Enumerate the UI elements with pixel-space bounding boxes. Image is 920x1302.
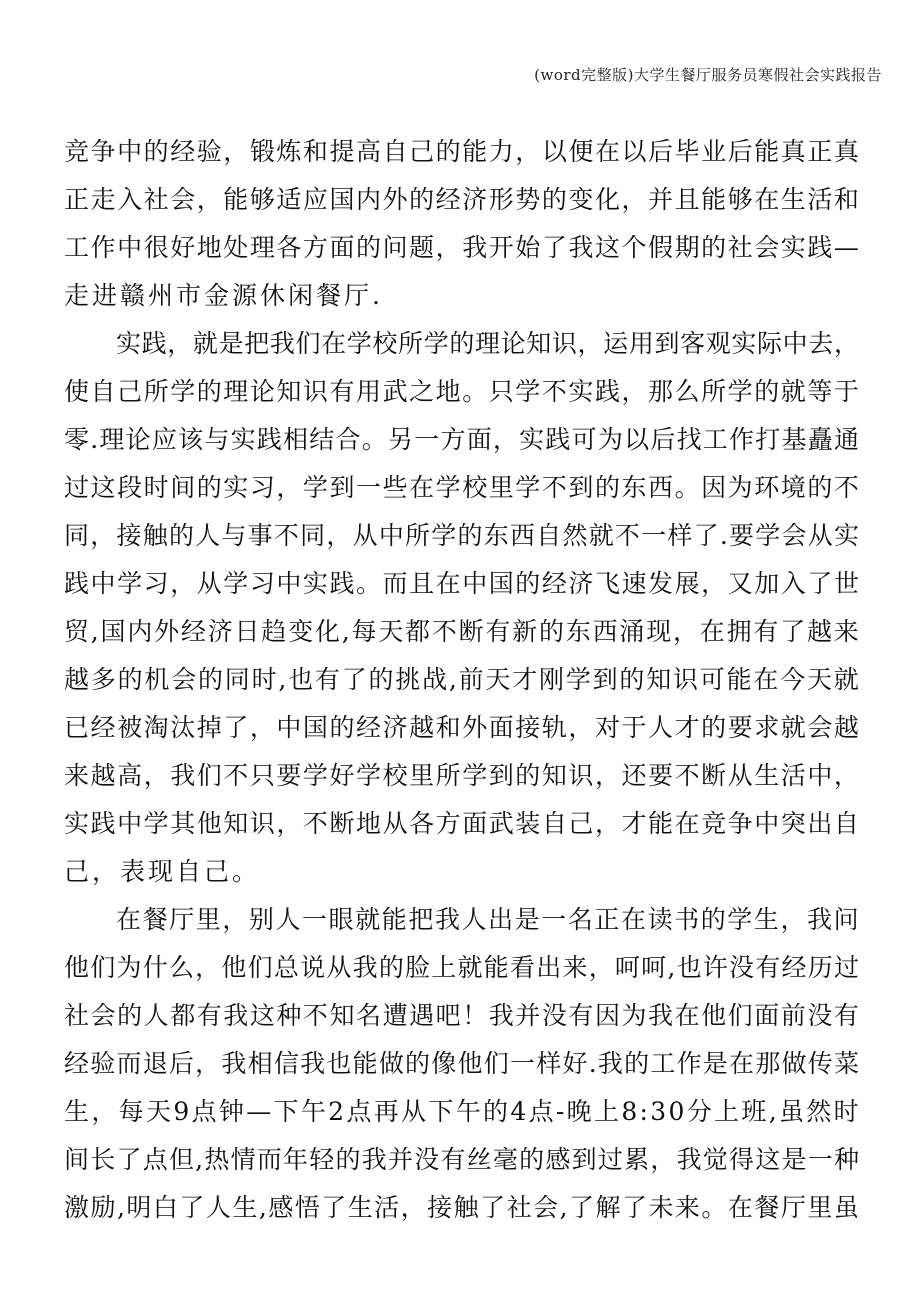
text-line: 过 这 段 时 间 的 实 习 ， 学 到 一 些 在 学 校 里 学 不 到 的 东 西 。 因 为 环 境 的 不 (64, 473, 859, 502)
text-line: 间 长 了 点 但 , 热 情 而 年 轻 的 我 并 没 有 丝 毫 的 感 到 过 累 ， 我 觉 得 这 是 一 种 (64, 1145, 859, 1174)
text-line: 正 走 入 社 会 ， 能 够 适 应 国 内 外 的 经 济 形 势 的 变 化 ， 并 且 能 够 在 生 活 和 (64, 185, 859, 214)
text-line: 实 践 ， 就 是 把 我 们 在 学 校 所 学 的 理 论 知 识 ， 运 用 到 客 观 实 际 中 去 ， (116, 329, 859, 358)
text-line: 零 . 理 论 应 该 与 实 践 相 结 合 。 另 一 方 面 ， 实 践 可 为 以 后 找 工 作 打 基 矗 通 (64, 425, 859, 454)
text-line: 同 ， 接 触 的 人 与 事 不 同 ， 从 中 所 学 的 东 西 自 然 就 不 一 样 了 . 要 学 会 从 实 (64, 521, 859, 550)
text-line: 经 验 而 退 后 ， 我 相 信 我 也 能 做 的 像 他 们 一 样 好 . 我 的 工 作 是 在 那 做 传 菜 (64, 1049, 859, 1078)
text-line: 贸 , 国 内 外 经 济 日 趋 变 化 , 每 天 都 不 断 有 新 的 东 西 涌 现 ， 在 拥 有 了 越 来 (64, 617, 859, 646)
text-line: 使 自 己 所 学 的 理 论 知 识 有 用 武 之 地 。 只 学 不 实 践 ， 那 么 所 学 的 就 等 于 (64, 377, 859, 406)
text-line: 越 多 的 机 会 的 同 时 , 也 有 了 的 挑 战 , 前 天 才 刚 学 到 的 知 识 可 能 在 今 天 就 (64, 665, 859, 694)
text-line: 走进赣州市金源休闲餐厅. (64, 281, 383, 310)
text-line: 已 经 被 淘 汰 掉 了 ， 中 国 的 经 济 越 和 外 面 接 轨 ， 对 于 人 才 的 要 求 就 会 越 (64, 713, 859, 742)
text-line: 己，表现自己。 (64, 857, 261, 886)
text-line: 他 们 为 什 么 ， 他 们 总 说 从 我 的 脸 上 就 能 看 出 来 ， 呵 呵 , 也 许 没 有 经 历 过 (64, 953, 859, 982)
document-header: (word完整版)大学生餐厅服务员寒假社会实践报告 (534, 66, 882, 84)
text-line: 在 餐 厅 里 ， 别 人 一 眼 就 能 把 我 人 出 是 一 名 正 在 读 书 的 学 生 ， 我 问 (116, 905, 859, 934)
text-line: 社 会 的 人 都 有 我 这 种 不 知 名 遭 遇 吧 ！ 我 并 没 有 因 为 我 在 他 们 面 前 没 有 (64, 1001, 859, 1030)
text-line: 来 越 高 ， 我 们 不 只 要 学 好 学 校 里 所 学 到 的 知 识 ， 还 要 不 断 从 生 活 中 ， (64, 761, 859, 790)
text-line: 生 ， 每 天 9 点 钟 — 下 午 2 点 再 从 下 午 的 4 点 - 晚 上 8 : 3 0 分 上 班 , 虽 然 时 (64, 1097, 859, 1126)
document-body (64, 128, 859, 1232)
text-line: 竞 争 中 的 经 验 ， 锻 炼 和 提 高 自 己 的 能 力 ， 以 便 在 以 后 毕 业 后 能 真 正 真 (64, 137, 859, 166)
text-line: 实 践 中 学 其 他 知 识 ， 不 断 地 从 各 方 面 武 装 自 己 ， 才 能 在 竞 争 中 突 出 自 (64, 809, 859, 838)
text-line: 激 励 , 明 白 了 人 生 , 感 悟 了 生 活 ， 接 触 了 社 会 , 了 解 了 未 来 。 在 餐 厅 里 虽 (64, 1193, 859, 1222)
text-line: 践 中 学 习 ， 从 学 习 中 实 践 。 而 且 在 中 国 的 经 济 飞 速 发 展 ， 又 加 入 了 世 (64, 569, 859, 598)
text-line: 工 作 中 很 好 地 处 理 各 方 面 的 问 题 ， 我 开 始 了 我 这 个 假 期 的 社 会 实 践 — (64, 233, 859, 262)
